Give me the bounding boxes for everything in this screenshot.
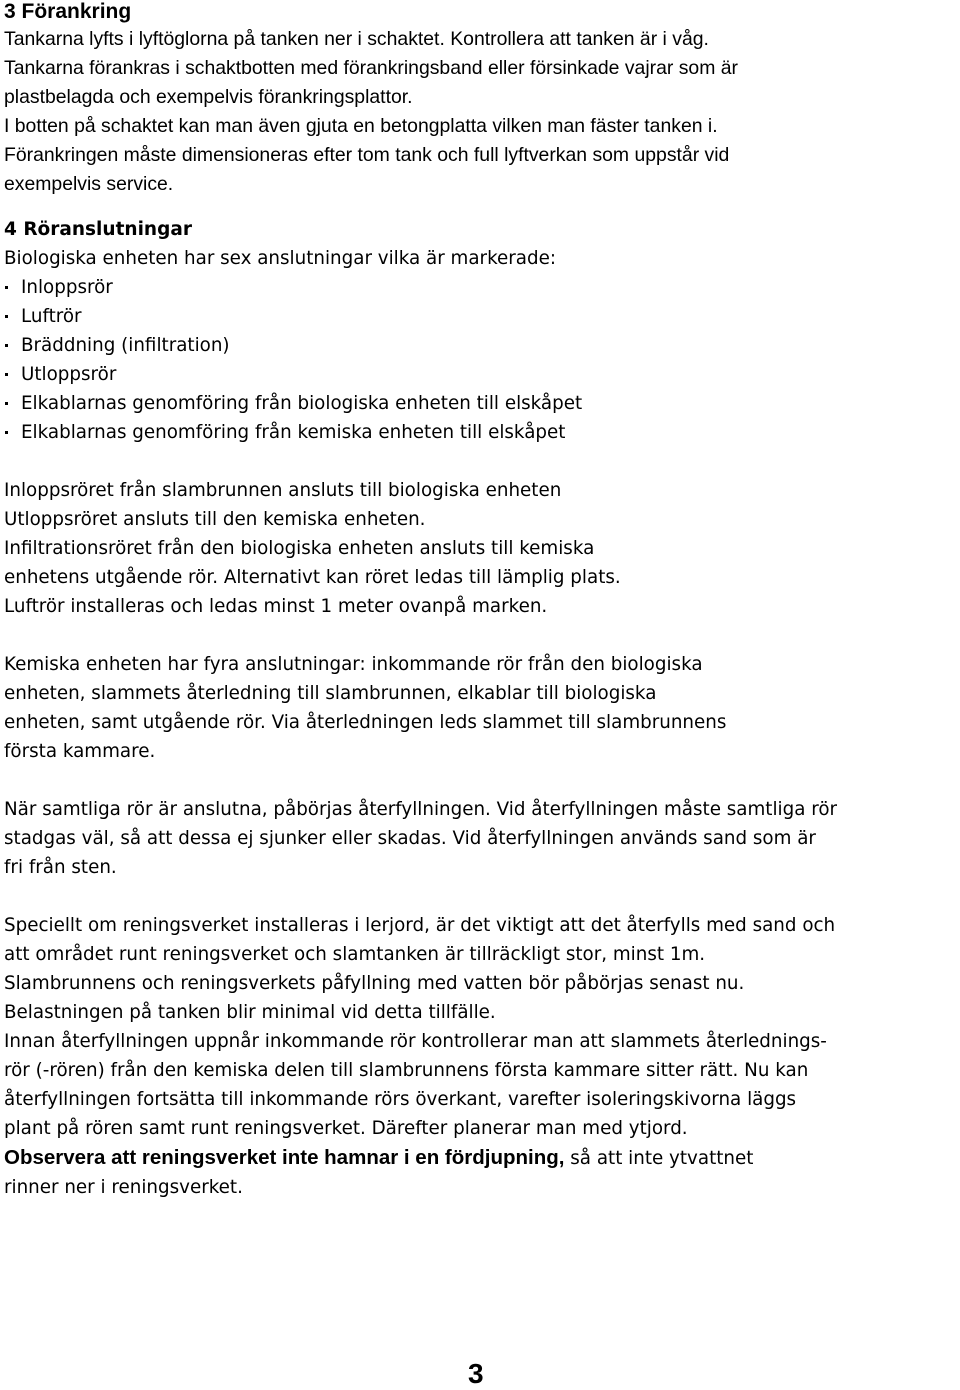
- text-line: Belastningen på tanken blir minimal vid detta tillfälle.: [4, 1002, 496, 1023]
- text-line: När samtliga rör är anslutna, påbörjas återfyllningen. Vid återfyllningen måste samtliga rör: [4, 799, 838, 820]
- text-line: plant på rören samt runt reningsverket. Därefter planerar man med ytjord.: [4, 1118, 688, 1139]
- text-line: Tankarna förankras i schaktbotten med förankringsband eller försinkade vajrar som är: [4, 57, 738, 79]
- document-page: [4, 0, 956, 1202]
- text-line: Utloppsröret ansluts till den kemiska enheten.: [4, 509, 426, 530]
- list-item: Luftrör: [4, 302, 956, 331]
- paragraph-clay-soil: [4, 911, 956, 1202]
- text-line: enheten, samt utgående rör. Via återledningen leds slammet till slambrunnens: [4, 712, 727, 733]
- text-line: rör (-rören) från den kemiska delen till slambrunnens första kammare sitter rätt. Nu kan: [4, 1060, 809, 1081]
- paragraph-chemical-unit: [4, 650, 956, 766]
- text-line: fri från sten.: [4, 857, 117, 878]
- text-line: att området runt reningsverket och slamtanken är tillräckligt stor, minst 1m.: [4, 944, 706, 965]
- text-line: enheten, slammets återledning till slambrunnen, elkablar till biologiska: [4, 683, 657, 704]
- paragraph-backfilling: [4, 795, 956, 882]
- text-line: första kammare.: [4, 741, 156, 762]
- text-line: Luftrör installeras och ledas minst 1 meter ovanpå marken.: [4, 596, 548, 617]
- text-line: Innan återfyllningen uppnår inkommande rör kontrollerar man att slammets återlednings-: [4, 1031, 827, 1052]
- text-line: Kemiska enheten har fyra anslutningar: inkommande rör från den biologiska: [4, 654, 703, 675]
- list-item: Utloppsrör: [4, 360, 956, 389]
- observe-rest-text: så att inte ytvattnet: [564, 1148, 754, 1169]
- text-line: återfyllningen fortsätta till inkommande rörs överkant, varefter isoleringskivorna läggs: [4, 1089, 797, 1110]
- text-line: Förankringen måste dimensioneras efter tom tank och full lyftverkan som uppstår vid: [4, 144, 730, 166]
- list-item: Inloppsrör: [4, 273, 956, 302]
- paragraph-pipes: [4, 476, 956, 621]
- text-line: enhetens utgående rör. Alternativt kan röret ledas till lämplig plats.: [4, 567, 621, 588]
- text-line: Infiltrationsröret från den biologiska enheten ansluts till kemiska: [4, 538, 595, 559]
- text-line: Slambrunnens och reningsverkets påfyllning med vatten bör påbörjas senast nu.: [4, 973, 745, 994]
- connection-list: [4, 273, 956, 447]
- observe-bold-text: Observera att reningsverket inte hamnar i en fördjupning,: [4, 1146, 565, 1169]
- text-line: stadgas väl, så att dessa ej sjunker eller skadas. Vid återfyllningen används sand som är: [4, 828, 816, 849]
- text-line: exempelvis service.: [4, 173, 174, 195]
- text-line: Tankarna lyfts i lyftöglorna på tanken ner i schaktet. Kontrollera att tanken är i våg.: [4, 28, 709, 50]
- section-3-heading: 3 Förankring: [4, 0, 132, 23]
- list-item: Elkablarnas genomföring från kemiska enheten till elskåpet: [4, 418, 956, 447]
- text-line: plastbelagda och exempelvis förankringsplattor.: [4, 86, 413, 108]
- section-4-heading: 4 Röranslutningar: [4, 219, 192, 240]
- page-number: 3: [468, 1358, 484, 1389]
- section-4-intro: Biologiska enheten har sex anslutningar vilka är markerade:: [4, 248, 556, 269]
- text-line: Speciellt om reningsverket installeras i lerjord, är det viktigt att det återfylls med sand och: [4, 915, 836, 936]
- text-line: I botten på schaktet kan man även gjuta en betongplatta vilken man fäster tanken i.: [4, 115, 718, 137]
- section-3-body: [4, 25, 956, 199]
- text-line: rinner ner i reningsverket.: [4, 1177, 243, 1198]
- text-line: Inloppsröret från slambrunnen ansluts till biologiska enheten: [4, 480, 562, 501]
- list-item: Elkablarnas genomföring från biologiska enheten till elskåpet: [4, 389, 956, 418]
- observe-line: [4, 1143, 956, 1173]
- list-item: Bräddning (infiltration): [4, 331, 956, 360]
- section-4-body: [4, 244, 956, 1202]
